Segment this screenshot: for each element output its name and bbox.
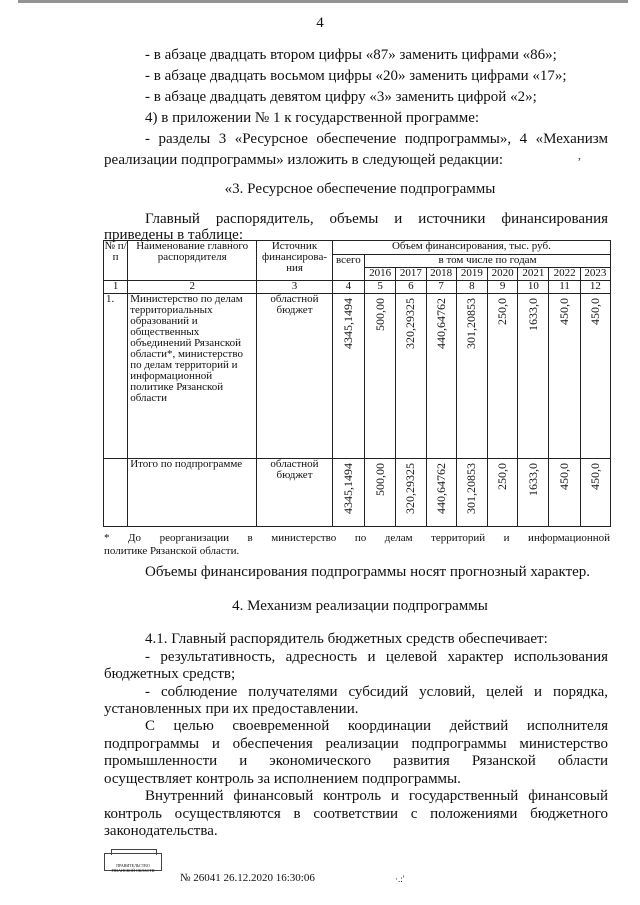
government-seal-logo bbox=[104, 853, 162, 871]
text-line: установленных при их предоставлении. bbox=[104, 701, 359, 717]
intro-line: Главный распорядитель, объемы и источники финансирования bbox=[145, 211, 608, 227]
value-cell: 450,0 bbox=[557, 298, 572, 325]
value-cell: 500,00 bbox=[372, 298, 387, 331]
header-source: Источник финансирова-ния bbox=[257, 241, 333, 281]
text-line: подпрограммы и обеспечения реализации подпрограммы министерство bbox=[104, 736, 608, 752]
intro-line: приведены в таблице: bbox=[104, 227, 244, 243]
value-cell: 440,64762 bbox=[433, 298, 448, 349]
year-cell: 2016 bbox=[365, 268, 396, 281]
value-cell: 450,0 bbox=[557, 463, 572, 490]
value-cell: 1633,0 bbox=[525, 463, 540, 496]
row-source: областной бюджет bbox=[257, 459, 333, 527]
section-3-title: «3. Ресурсное обеспечение подпрограммы bbox=[224, 181, 496, 197]
table-row-total bbox=[104, 459, 611, 527]
col-number: 4 bbox=[332, 281, 364, 294]
text-line: реализации подпрограммы» изложить в следующей редакции: bbox=[104, 152, 504, 168]
scan-top-edge bbox=[18, 0, 628, 3]
text-line: законодательства. bbox=[104, 823, 218, 839]
footnote-line: * До реорганизации в министерство по делам территорий и информационной bbox=[104, 532, 610, 544]
row-name: Министерство по делам территориальных образований и общественных объединений Рязанской области*, министерство по делам территорий и информационной политике Рязанской области bbox=[128, 294, 257, 459]
col-number: 7 bbox=[426, 281, 456, 294]
scan-mark: ·.:' bbox=[395, 874, 405, 884]
text-line: промышленности и экономического развития Рязанской области bbox=[104, 753, 608, 769]
year-cell: 2019 bbox=[456, 268, 487, 281]
col-number: 5 bbox=[365, 281, 396, 294]
row-source: областной бюджет bbox=[257, 294, 333, 459]
header-volume: Объем финансирования, тыс. руб. bbox=[332, 241, 610, 255]
value-cell: 301,20853 bbox=[464, 298, 479, 349]
value-cell: 320,29325 bbox=[403, 463, 418, 514]
text-line: - в абзаце двадцать девятом цифру «3» заменить цифрой «2»; bbox=[145, 89, 537, 105]
col-number: 1 bbox=[104, 281, 128, 294]
year-cell: 2022 bbox=[549, 268, 580, 281]
text-line: 4.1. Главный распорядитель бюджетных средств обеспечивает: bbox=[145, 631, 548, 647]
col-number: 12 bbox=[580, 281, 610, 294]
text-line: бюджетных средств; bbox=[104, 666, 236, 682]
header-total: всего bbox=[332, 255, 364, 281]
year-cell: 2023 bbox=[580, 268, 610, 281]
header-num: № п/п bbox=[104, 241, 128, 281]
value-cell: 301,20853 bbox=[464, 463, 479, 514]
footnote-line: политике Рязанской области. bbox=[104, 545, 240, 557]
value-cell: 440,64762 bbox=[433, 463, 448, 514]
text-line: - в абзаце двадцать втором цифры «87» заменить цифрами «86»; bbox=[145, 47, 557, 63]
header-incl: в том числе по годам bbox=[365, 255, 611, 268]
year-cell: 2017 bbox=[396, 268, 426, 281]
forecast-note: Объемы финансирования подпрограммы носят прогнозный характер. bbox=[145, 564, 591, 580]
text-line: Внутренний финансовый контроль и государственный финансовый bbox=[145, 788, 608, 804]
seal-text: ПРАВИТЕЛЬСТВО РЯЗАНСКОЙ ОБЛАСТИ bbox=[111, 863, 155, 873]
table-row bbox=[104, 294, 611, 459]
value-cell: 1633,0 bbox=[525, 298, 540, 331]
text-line: - соблюдение получателями субсидий условий, целей и порядка, bbox=[145, 684, 608, 700]
building-icon bbox=[111, 849, 157, 855]
value-cell: 4345,1494 bbox=[340, 298, 355, 349]
value-cell: 250,0 bbox=[495, 463, 510, 490]
year-cell: 2021 bbox=[518, 268, 549, 281]
text-line: С целью своевременной координации действий исполнителя bbox=[145, 718, 608, 734]
col-number: 10 bbox=[518, 281, 549, 294]
section-4-title: 4. Механизм реализации подпрограммы bbox=[232, 598, 488, 614]
year-cell: 2018 bbox=[426, 268, 456, 281]
row-num: 1. bbox=[104, 294, 128, 459]
scan-mark: , bbox=[578, 148, 581, 162]
text-line: - результативность, адресность и целевой характер использования bbox=[145, 649, 608, 665]
value-cell: 4345,1494 bbox=[340, 463, 355, 514]
text-line: осуществляет контроль за исполнением подпрограммы. bbox=[104, 771, 461, 787]
header-name: Наименование главного распорядителя bbox=[128, 241, 257, 281]
row-name: Итого по подпрограмме bbox=[128, 459, 257, 527]
value-cell: 450,0 bbox=[587, 298, 602, 325]
value-cell: 500,00 bbox=[372, 463, 387, 496]
registration-stamp: № 26041 26.12.2020 16:30:06 bbox=[180, 872, 315, 884]
text-line: 4) в приложении № 1 к государственной программе: bbox=[145, 110, 480, 126]
text-line: контроль осуществляются в соответствии с положениями бюджетного bbox=[104, 806, 608, 822]
financing-table bbox=[103, 240, 611, 527]
col-number: 6 bbox=[396, 281, 426, 294]
row-num bbox=[104, 459, 128, 527]
year-cell: 2020 bbox=[487, 268, 517, 281]
value-cell: 320,29325 bbox=[403, 298, 418, 349]
col-number: 9 bbox=[487, 281, 517, 294]
col-number: 2 bbox=[128, 281, 257, 294]
col-number: 11 bbox=[549, 281, 580, 294]
text-line: - разделы 3 «Ресурсное обеспечение подпрограммы», 4 «Механизм bbox=[145, 131, 608, 147]
col-number: 3 bbox=[257, 281, 333, 294]
text-line: - в абзаце двадцать восьмом цифры «20» заменить цифрами «17»; bbox=[145, 68, 567, 84]
col-number: 8 bbox=[456, 281, 487, 294]
value-cell: 450,0 bbox=[587, 463, 602, 490]
page-number: 4 bbox=[316, 15, 324, 31]
value-cell: 250,0 bbox=[495, 298, 510, 325]
